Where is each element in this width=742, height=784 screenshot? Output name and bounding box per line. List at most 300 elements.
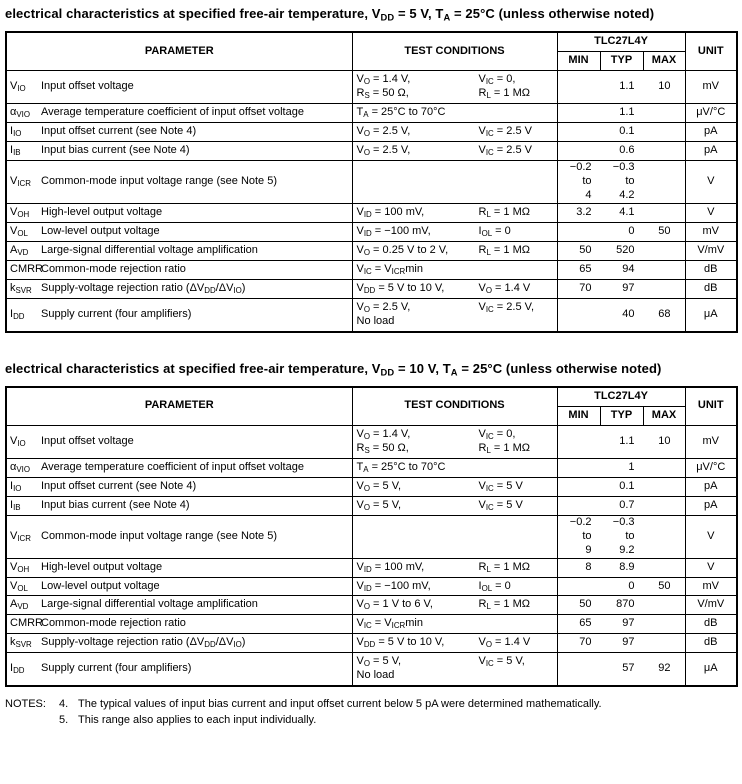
note-number: 4. xyxy=(59,698,69,711)
table-body xyxy=(6,425,737,686)
table-row xyxy=(6,615,737,634)
text-line: 0.1 xyxy=(619,125,635,138)
parameter-name: Supply current (four amplifiers) xyxy=(41,307,192,320)
text-line: 8 xyxy=(585,560,592,573)
parameter-name: Input bias current (see Note 4) xyxy=(41,498,190,511)
test-conditions xyxy=(357,282,553,296)
unit-cell: pA xyxy=(685,142,737,161)
text-line: to xyxy=(625,174,635,187)
text-line: $R_L = 1$ MΩ xyxy=(478,598,530,612)
unit-cell: V/mV xyxy=(685,596,737,615)
min-typ-max-values xyxy=(558,516,685,558)
parameter-symbol: $V_{IO}$ xyxy=(10,434,26,448)
unit-cell: mV xyxy=(685,71,737,104)
test-conditions xyxy=(357,73,553,101)
parameter-cell xyxy=(6,279,352,298)
condition-left xyxy=(357,561,479,575)
text-line: 8.9 xyxy=(619,560,635,573)
min-typ-max-values xyxy=(558,161,685,203)
parameter-name: Supply current (four amplifiers) xyxy=(41,662,192,675)
text-line: 97 xyxy=(622,617,635,630)
section-electrical-characteristics-10v xyxy=(5,360,737,688)
text-line: No load xyxy=(356,314,395,327)
typ-value xyxy=(600,206,643,220)
col-header-unit: UNIT xyxy=(685,32,737,70)
text-line: $V_{ID} = -100$ mV, xyxy=(356,579,431,593)
min-typ-max-values xyxy=(558,125,685,139)
notes-items xyxy=(59,697,737,729)
test-conditions-cell xyxy=(352,558,557,577)
parameter-cell xyxy=(6,615,352,634)
parameter-name: Input offset current (see Note 4) xyxy=(41,125,197,138)
notes-section xyxy=(5,697,737,729)
text-line: 10 xyxy=(658,80,671,93)
text-line: −0.2 xyxy=(569,515,592,528)
min-typ-max-values xyxy=(558,662,685,676)
text-line: 1.1 xyxy=(619,80,635,93)
min-typ-max-cell xyxy=(557,298,685,331)
typ-value xyxy=(600,161,643,203)
text-line: 50 xyxy=(658,579,671,592)
test-conditions xyxy=(357,144,553,158)
condition-right xyxy=(479,244,553,258)
test-conditions-cell xyxy=(352,71,557,104)
text-line: 9 xyxy=(585,543,592,556)
unit-cell: pA xyxy=(685,477,737,496)
test-conditions xyxy=(357,244,553,258)
parameter-cell xyxy=(6,577,352,596)
min-typ-max-cell xyxy=(557,615,685,634)
min-typ-max-values xyxy=(558,580,685,594)
max-value xyxy=(643,225,685,239)
test-conditions-cell: $T_A = 25^\circ C$ to 70°C xyxy=(352,458,557,477)
min-typ-max-cell xyxy=(557,515,685,558)
test-conditions-cell xyxy=(352,203,557,222)
parameter-cell xyxy=(6,596,352,615)
min-typ-max-values xyxy=(558,308,685,322)
condition-right xyxy=(479,499,553,513)
min-value xyxy=(558,617,600,631)
text-line: $V_{IC} = 0$, xyxy=(478,427,516,441)
parameter-symbol: $V_{OL}$ xyxy=(10,579,28,593)
text-line: $V_O = 1$ V to 6 V, xyxy=(356,598,433,612)
min-typ-max-cell xyxy=(557,596,685,615)
condition-left xyxy=(357,655,479,683)
parameter-symbol: $I_{IB}$ xyxy=(10,498,21,512)
text-line: $V_{DD} = 5$ V to 10 V, xyxy=(356,281,445,295)
text-line: $V_{IC} = 5$ V, xyxy=(478,655,525,669)
parameter-symbol: $V_{ICR}$ xyxy=(10,529,31,543)
test-conditions-cell: $V_{IC} = V_{ICR}\min$ xyxy=(352,260,557,279)
condition-left xyxy=(357,125,479,139)
min-typ-max-values xyxy=(558,225,685,239)
table-row xyxy=(6,298,737,331)
parameter-symbol: $I_{DD}$ xyxy=(10,662,25,676)
test-conditions-cell xyxy=(352,123,557,142)
min-typ-max-cell xyxy=(557,203,685,222)
text-line: $V_O = 2.5$ V, xyxy=(356,125,411,138)
col-header-test-conditions: TEST CONDITIONS xyxy=(352,32,557,70)
condition-left xyxy=(357,144,479,158)
text-line: 97 xyxy=(622,281,635,294)
unit-cell: dB xyxy=(685,260,737,279)
min-typ-max-cell xyxy=(557,279,685,298)
text-line: $I_{OL} = 0$ xyxy=(478,579,511,593)
unit-cell: dB xyxy=(685,615,737,634)
col-header-device: TLC27L4Y xyxy=(557,387,685,406)
parameter-cell xyxy=(6,558,352,577)
parameter-name: Common-mode input voltage range (see Note 5) xyxy=(41,529,278,542)
parameter-name: High-level output voltage xyxy=(41,205,163,218)
unit-cell: V/mV xyxy=(685,241,737,260)
condition-left xyxy=(357,580,479,594)
condition-left xyxy=(357,206,479,220)
condition-right xyxy=(479,73,553,101)
parameter-cell xyxy=(6,634,352,653)
text-line: $V_O = 1.4$ V xyxy=(478,281,531,295)
min-typ-max-cell xyxy=(557,104,685,123)
min-typ-max-values xyxy=(558,80,685,94)
test-conditions xyxy=(357,125,553,139)
text-line: $V_O = 1.4$ V, xyxy=(356,427,411,441)
min-typ-max-cell xyxy=(557,241,685,260)
parameter-name: Common-mode rejection ratio xyxy=(41,262,186,275)
typ-value xyxy=(600,125,643,139)
min-typ-max-cell xyxy=(557,577,685,596)
test-conditions xyxy=(357,480,553,494)
text-line: to xyxy=(582,529,592,542)
parameter-name: Input offset current (see Note 4) xyxy=(41,479,197,492)
text-line: 0.7 xyxy=(619,498,635,511)
test-conditions-cell xyxy=(352,279,557,298)
typ-value xyxy=(600,282,643,296)
condition-right xyxy=(479,225,553,239)
min-value xyxy=(558,282,600,296)
header-row-1 xyxy=(6,387,737,406)
spec-table-5v xyxy=(5,31,738,332)
typ-value xyxy=(600,308,643,322)
table-row xyxy=(6,241,737,260)
condition-right xyxy=(479,428,553,456)
typ-value xyxy=(600,662,643,676)
section-electrical-characteristics-5v xyxy=(5,5,737,333)
condition-right xyxy=(479,561,553,575)
unit-cell: μV/°C xyxy=(685,104,737,123)
condition-right xyxy=(479,480,553,494)
min-value xyxy=(558,263,600,277)
table-row xyxy=(6,279,737,298)
min-value xyxy=(558,636,600,650)
condition-left xyxy=(357,636,479,650)
parameter-symbol: $V_{OL}$ xyxy=(10,224,28,238)
test-conditions xyxy=(357,225,553,239)
col-header-typ: TYP xyxy=(600,406,643,425)
min-value xyxy=(558,244,600,258)
text-line: $R_S = 50$ Ω, xyxy=(356,441,409,455)
table-row xyxy=(6,634,737,653)
text-line: $V_O = 1.4$ V, xyxy=(356,73,411,87)
parameter-cell xyxy=(6,425,352,458)
parameter-symbol: $V_{IO}$ xyxy=(10,80,26,94)
min-value xyxy=(558,161,600,203)
text-line: 68 xyxy=(658,307,671,320)
col-header-parameter: PARAMETER xyxy=(6,387,352,425)
condition-right xyxy=(479,206,553,220)
min-typ-max-cell xyxy=(557,260,685,279)
text-line: 0.1 xyxy=(619,479,635,492)
text-line: $V_O = 5$ V, xyxy=(356,479,402,493)
min-typ-max-values xyxy=(558,636,685,650)
min-typ-max-cell xyxy=(557,123,685,142)
table-header xyxy=(6,32,737,70)
typ-value xyxy=(600,617,643,631)
max-value xyxy=(643,435,685,449)
text-line: $I_{OL} = 0$ xyxy=(478,224,511,238)
unit-cell: mV xyxy=(685,222,737,241)
col-header-parameter: PARAMETER xyxy=(6,32,352,70)
parameter-symbol: CMRR xyxy=(10,262,43,275)
note-item xyxy=(59,697,737,713)
parameter-cell xyxy=(6,241,352,260)
section-title: electrical characteristics at specified free-air temperature, $V_{DD} = 10$ V, $T_A = 25^\circ C$ (unless otherwise noted) xyxy=(5,360,662,377)
min-typ-max-values xyxy=(558,206,685,220)
min-typ-max-values xyxy=(558,461,685,475)
min-typ-max-cell xyxy=(557,558,685,577)
text-line: $V_O = 2.5$ V, xyxy=(356,144,411,157)
parameter-cell xyxy=(6,477,352,496)
text-line: $V_O = 5$ V, xyxy=(356,498,402,512)
parameter-name: Large-signal differential voltage amplification xyxy=(41,243,258,256)
parameter-cell xyxy=(6,160,352,203)
test-conditions-cell xyxy=(352,577,557,596)
table-row xyxy=(6,160,737,203)
min-typ-max-cell xyxy=(557,222,685,241)
parameter-cell xyxy=(6,104,352,123)
min-typ-max-values xyxy=(558,144,685,158)
text-line: $V_{IC} = 2.5$ V, xyxy=(478,300,535,314)
condition-right xyxy=(479,580,553,594)
table-row xyxy=(6,222,737,241)
parameter-symbol: $A_{VD}$ xyxy=(10,243,29,257)
min-typ-max-values xyxy=(558,499,685,513)
table-body xyxy=(6,71,737,332)
unit-cell: V xyxy=(685,203,737,222)
table-row xyxy=(6,477,737,496)
test-conditions xyxy=(357,561,553,575)
parameter-name: Input bias current (see Note 4) xyxy=(41,144,190,156)
condition-left xyxy=(357,428,479,456)
parameter-cell xyxy=(6,260,352,279)
condition-right xyxy=(479,282,553,296)
condition-left xyxy=(357,480,479,494)
min-typ-max-values xyxy=(558,480,685,494)
text-line: −0.3 xyxy=(612,160,635,173)
test-conditions-cell xyxy=(352,222,557,241)
col-header-max: MAX xyxy=(643,52,685,71)
test-conditions-cell xyxy=(352,634,557,653)
parameter-symbol: $V_{OH}$ xyxy=(10,560,30,574)
text-line: 50 xyxy=(579,598,592,611)
text-line: 4.1 xyxy=(619,205,635,218)
typ-value xyxy=(600,144,643,158)
parameter-cell xyxy=(6,458,352,477)
parameter-name: Common-mode input voltage range (see Note 5) xyxy=(41,174,278,187)
condition-left xyxy=(357,598,479,612)
text-line: 70 xyxy=(579,636,592,649)
test-conditions-cell: $V_{IC} = V_{ICR}\min$ xyxy=(352,615,557,634)
col-header-device: TLC27L4Y xyxy=(557,32,685,51)
parameter-cell xyxy=(6,496,352,515)
typ-value xyxy=(600,636,643,650)
parameter-symbol: $A_{VD}$ xyxy=(10,598,29,612)
header-row-1 xyxy=(6,32,737,51)
parameter-name: Supply-voltage rejection ratio $(\Delta V_{DD}/\Delta V_{IO})$ xyxy=(41,281,246,295)
unit-cell: pA xyxy=(685,123,737,142)
parameter-name: Supply-voltage rejection ratio $(\Delta V_{DD}/\Delta V_{IO})$ xyxy=(41,636,246,650)
parameter-cell xyxy=(6,222,352,241)
unit-cell: μA xyxy=(685,298,737,331)
text-line: $R_L = 1$ MΩ xyxy=(478,87,530,101)
parameter-name: Average temperature coefficient of input offset voltage xyxy=(41,460,304,473)
parameter-symbol: $I_{IO}$ xyxy=(10,479,22,493)
text-line: 65 xyxy=(579,262,592,275)
max-value xyxy=(643,580,685,594)
table-row xyxy=(6,425,737,458)
test-conditions xyxy=(357,301,553,329)
unit-cell: V xyxy=(685,558,737,577)
text-line: $V_O = 0.25$ V to 2 V, xyxy=(356,243,449,257)
text-line: 1 xyxy=(628,460,635,473)
text-line: $R_L = 1$ MΩ xyxy=(478,205,530,219)
section-title: electrical characteristics at specified free-air temperature, $V_{DD} = 5$ V, $T_A = 25^\circ C$ (unless otherwise noted) xyxy=(5,6,655,23)
parameter-symbol: $\alpha_{VIO}$ xyxy=(10,460,30,474)
text-line: 92 xyxy=(658,662,671,675)
test-conditions-cell xyxy=(352,425,557,458)
min-typ-max-cell xyxy=(557,653,685,686)
condition-right xyxy=(479,301,553,329)
parameter-symbol: $I_{IB}$ xyxy=(10,144,21,157)
parameter-name: Low-level output voltage xyxy=(41,224,160,237)
condition-left xyxy=(357,282,479,296)
min-typ-max-values xyxy=(558,435,685,449)
test-conditions xyxy=(357,428,553,456)
text-line: to xyxy=(582,174,592,187)
parameter-name: Low-level output voltage xyxy=(41,579,160,592)
text-line: 50 xyxy=(658,224,671,237)
col-header-unit: UNIT xyxy=(685,387,737,425)
table-row xyxy=(6,71,737,104)
min-typ-max-cell xyxy=(557,458,685,477)
spec-table-10v xyxy=(5,386,738,687)
text-line: 65 xyxy=(579,617,592,630)
col-header-typ: TYP xyxy=(600,52,643,71)
typ-value xyxy=(600,516,643,558)
col-header-max: MAX xyxy=(643,406,685,425)
text-line: 870 xyxy=(616,598,635,611)
text-line: 97 xyxy=(622,636,635,649)
parameter-cell xyxy=(6,142,352,161)
text-line: 70 xyxy=(579,281,592,294)
table-row xyxy=(6,123,737,142)
col-header-test-conditions: TEST CONDITIONS xyxy=(352,387,557,425)
test-conditions xyxy=(357,499,553,513)
min-typ-max-values xyxy=(558,617,685,631)
condition-left xyxy=(357,499,479,513)
typ-value xyxy=(600,598,643,612)
text-line: 10 xyxy=(658,434,671,447)
text-line: 0.6 xyxy=(619,144,635,156)
text-line: $V_{IC} = 2.5$ V xyxy=(478,125,532,138)
min-typ-max-values xyxy=(558,598,685,612)
text-line: $V_{IC} = 5$ V xyxy=(478,479,523,493)
typ-value xyxy=(600,499,643,513)
table-row xyxy=(6,203,737,222)
unit-cell: mV xyxy=(685,577,737,596)
text-line: $R_S = 50$ Ω, xyxy=(356,87,409,101)
test-conditions-cell xyxy=(352,298,557,331)
col-header-min: MIN xyxy=(557,406,600,425)
condition-left xyxy=(357,73,479,101)
text-line: 4.2 xyxy=(619,188,635,201)
min-typ-max-cell xyxy=(557,634,685,653)
parameter-symbol: $k_{SVR}$ xyxy=(10,281,32,295)
table-row xyxy=(6,458,737,477)
text-line: $V_{IC} = 5$ V xyxy=(478,498,523,512)
min-value xyxy=(558,598,600,612)
min-typ-max-values xyxy=(558,282,685,296)
note-number: 5. xyxy=(59,714,69,727)
min-typ-max-values xyxy=(558,244,685,258)
parameter-cell xyxy=(6,298,352,331)
table-row xyxy=(6,515,737,558)
test-conditions-cell xyxy=(352,515,557,558)
parameter-symbol: $k_{SVR}$ xyxy=(10,636,32,650)
typ-value xyxy=(600,461,643,475)
min-typ-max-cell xyxy=(557,142,685,161)
test-conditions-cell xyxy=(352,160,557,203)
unit-cell: μA xyxy=(685,653,737,686)
test-conditions xyxy=(357,598,553,612)
table-row xyxy=(6,577,737,596)
text-line: $V_O = 1.4$ V xyxy=(478,636,531,650)
text-line: 1.1 xyxy=(619,434,635,447)
test-conditions-cell xyxy=(352,241,557,260)
table-row xyxy=(6,558,737,577)
note-text: This range also applies to each input individually. xyxy=(78,714,317,727)
condition-left xyxy=(357,301,479,329)
parameter-name: Common-mode rejection ratio xyxy=(41,617,186,630)
table-row xyxy=(6,496,737,515)
text-line: No load xyxy=(356,669,395,682)
test-conditions-cell: $T_A = 25^\circ C$ to 70°C xyxy=(352,104,557,123)
notes-label: NOTES: xyxy=(5,698,46,711)
min-typ-max-cell xyxy=(557,477,685,496)
text-line: 50 xyxy=(579,243,592,256)
text-line: $V_{ID} = 100$ mV, xyxy=(356,560,425,574)
min-typ-max-cell xyxy=(557,496,685,515)
min-typ-max-cell xyxy=(557,71,685,104)
min-typ-max-cell xyxy=(557,160,685,203)
min-value xyxy=(558,561,600,575)
typ-value xyxy=(600,225,643,239)
typ-value xyxy=(600,580,643,594)
table-row xyxy=(6,142,737,161)
text-line: 0 xyxy=(628,579,635,592)
text-line: 94 xyxy=(622,262,635,275)
condition-right xyxy=(479,125,553,139)
text-line: $R_L = 1$ MΩ xyxy=(478,243,530,257)
unit-cell: dB xyxy=(685,634,737,653)
